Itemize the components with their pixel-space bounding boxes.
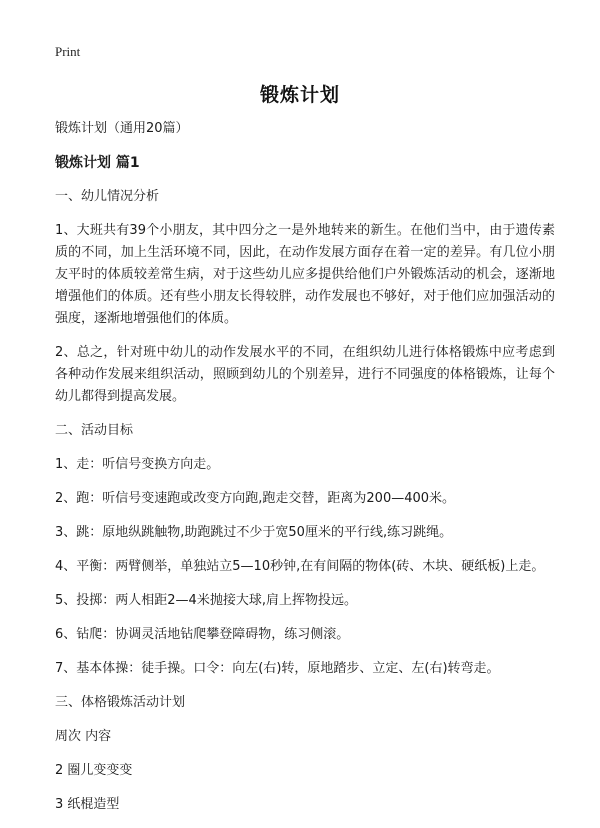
print-link[interactable]: Print [55, 44, 81, 59]
goal-item-throw: 5、投掷：两人相距2—4米抛接大球,肩上挥物投远。 [55, 593, 357, 608]
schedule-table-header: 周次 内容 [55, 729, 112, 744]
goal-item-balance: 4、平衡：两臂侧举，单独站立5—10秒钟,在有间隔的物体(砖、木块、硬纸板)上走。 [55, 559, 545, 574]
section1-heading: 一、幼儿情况分析 [55, 189, 160, 204]
document-subtitle: 锻炼计划（通用20篇） [55, 121, 189, 136]
schedule-row: 2 圈儿变变变 [55, 763, 133, 778]
goal-item-run: 2、跑：听信号变速跑或改变方向跑,跑走交替，距离为200—400米。 [55, 491, 456, 506]
document-body [55, 118, 555, 828]
goal-item-crawl: 6、钻爬：协调灵活地钻爬攀登障碍物，练习侧滚。 [55, 627, 350, 642]
section1-paragraph-2: 2、总之，针对班中幼儿的动作发展水平的不同，在组织幼儿进行体格锻炼中应考虑到各种动作发展来组织活动，照顾到幼儿的个别差异，进行不同强度的体格锻炼，让每个幼儿都得到提高发展。 [55, 345, 555, 404]
goal-item-exercise: 7、基本体操：徒手操。口令：向左(右)转，原地踏步、立定、左(右)转弯走。 [55, 661, 500, 676]
section2-heading: 二、活动目标 [55, 423, 134, 438]
section3-heading: 三、体格锻炼活动计划 [55, 695, 186, 710]
section1-paragraph-1: 1、大班共有39个小朋友，其中四分之一是外地转来的新生。在他们当中，由于遗传素质的不同，加上生活环境不同，因此，在动作发展方面存在着一定的差异。有几位小朋友平时的体质较差常生病，对于这些幼儿应多提供给他们户外锻炼活动的机会，逐渐地增强他们的体质。还有些小朋友长得较胖，动作发展也不够好，对于他们应加强活动的强度，逐渐地增强他们的体质。 [55, 223, 555, 326]
goal-item-jump: 3、跳：原地纵跳触物,助跑跳过不少于宽50厘米的平行线,练习跳绳。 [55, 525, 453, 540]
part-heading: 锻炼计划 篇1 [55, 155, 140, 171]
document-title: 锻炼计划 [259, 84, 340, 106]
schedule-row: 3 纸棍造型 [55, 797, 120, 812]
goal-item-walk: 1、走：听信号变换方向走。 [55, 457, 220, 472]
